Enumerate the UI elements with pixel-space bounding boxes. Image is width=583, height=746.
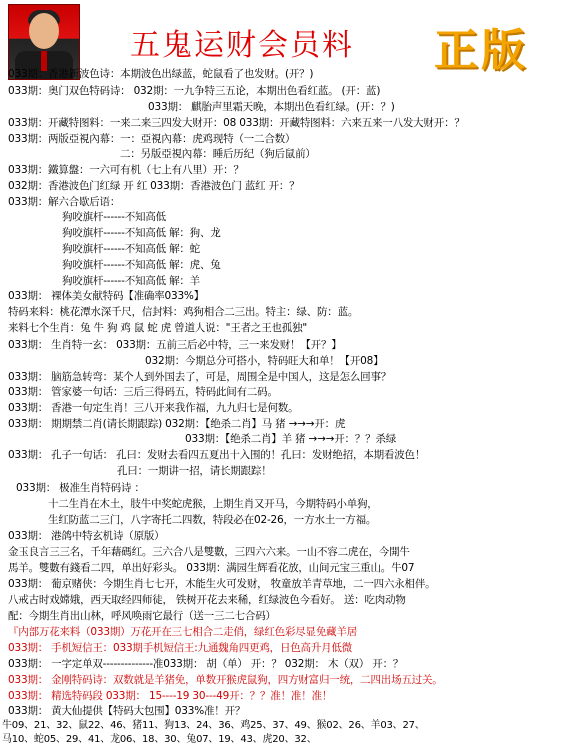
text-line: 二：另版亞視內幕：睡后历纪（狗后鼠前） — [120, 148, 316, 160]
text-line: 033期： 葡京赌侠：今期生肖七七开，木能生火可发财， 牧童放羊青草地，二一四六永相伴。 — [8, 578, 436, 590]
text-line: 033期： 管家婆一句话：三后三得码五，特码此间有二码。 — [8, 386, 278, 398]
photo-face — [29, 13, 59, 49]
text-line: 033期： 极准生肖特码诗 ： — [16, 482, 145, 494]
text-line: 生红防蓝二三门，八字寄托二四数，特段必在02-26，一方水土一方福。 — [48, 514, 377, 526]
text-line: 032期：今期总分可搭小，特码旺大和单！【开08】 — [145, 355, 384, 367]
text-line: 八戒古时戏嫦娥，西天取经四师徒， 铁树开花去来稀，红绿波色今看好。 送：吃肉动物 — [8, 594, 406, 606]
text-line: 033期： 期期禁二肖(请长期跟踪) 032期：【绝杀二肖】马 猪 →→→开：虎 — [8, 418, 346, 430]
text-line: 033期： 孔子一句话： 孔曰：发财去看四五夏出十入围的！孔曰：发财绝招，本期看波色！ — [8, 449, 426, 461]
text-line: 033期： 港鸽中特玄机诗（原版） — [8, 530, 165, 542]
text-line: 孔曰：一期讲一招，请长期跟踪！ — [117, 465, 272, 477]
text-line: 033期： 手机短信王：033期手机短信王:九通魏角四更鸡，日色高升月低微 — [8, 642, 353, 654]
text-line: 033期：香港新波色诗：本期波色出绿蓝，蛇鼠看了也发财。(开？) — [8, 68, 314, 80]
authentic-stamp: 正版 — [434, 25, 528, 76]
text-line: 033期：鐵算盤：一六可有机（七上有八里）开：？ — [8, 164, 244, 176]
text-line: 狗咬旗杆------不知高低 — [62, 211, 166, 223]
text-line: 十二生肖在木土，肢牛中奖蛇虎猴，上期生肖又开马，今期特码小单狗， — [48, 498, 378, 510]
text-line: 033期：【绝杀二肖】羊 猪 →→→开：？？杀绿 — [185, 433, 397, 445]
text-line: 033期： 脑筋急转弯：某个人到外国去了，可是，周围全是中国人，这是怎么回事？ — [8, 371, 392, 383]
text-line: 033期：开藏特图料：一来二来三四发大财开：08 033期：开藏特图料：六来五来一八发大财开：？ — [8, 117, 465, 129]
text-line: 033期：两版亞視內幕：一：亞視內幕：虎鸡现特（一二合数） — [8, 133, 296, 145]
text-line: 032期：香港波色门红绿 开 红 033期：香港波色门 蓝红 开：？ — [8, 180, 300, 192]
text-line: 特码来料：桃花潭水深千尺，信封料：鸡狗相合二三出。特主：绿、防：蓝。 — [8, 306, 359, 318]
text-line: 金玉良言三三名，千年藉碼红。三六合八是雙數，三四六六来。一山不容二虎在，今開牛 — [8, 546, 410, 558]
text-line: 033期：解六合歇后语： — [8, 196, 121, 208]
text-line: 033期：奥门双色特码诗： 032期：一九争特三五论，本期出色看红蓝。 (开：蓝) — [8, 85, 381, 97]
text-line: 033期： 金刚特码诗：双数就是羊猪免，单数开猴虎鼠狗，四方财富归一统，二四出场五过关。 — [8, 674, 443, 686]
text-line: 033期： 香港一句定生肖！三八开来我作福，九九归七是何数。 — [8, 402, 299, 414]
text-line: 馬羊。雙數有錢看二四，单出好彩头。 033期：满园生辉看花放，山间元宝三重山。牛07 — [8, 562, 415, 574]
text-line: 来料七个生肖：兔 牛 狗 鸡 鼠 蛇 虎 曾道人说："王者之王也孤独" — [8, 322, 308, 334]
text-line: 狗咬旗杆------不知高低 解：狗、龙 — [62, 227, 221, 239]
text-line: 马10、蛇05、29、41、龙06、18、30、兔07、19、43、虎20、32、 — [2, 734, 317, 745]
text-line: 狗咬旗杆------不知高低 解：蛇 — [62, 243, 200, 255]
text-line: 狗咬旗杆------不知高低 解：羊 — [62, 275, 200, 287]
text-line: 033期： 生肖特一玄： 033期：五前三后必中特，三一来发财！【开？】 — [8, 339, 342, 351]
text-line: 033期： 裸体美女献特码【准确率033%】 — [8, 290, 204, 302]
text-line: 牛09、21、32、鼠22、46、猪11、狗13、24、36、鸡25、37、49、猴02、26、羊03、27、 — [2, 720, 425, 731]
text-line: 狗咬旗杆------不知高低 解：虎、兔 — [62, 259, 221, 271]
text-line: 配：今期生肖出山林，呼风唤雨它最行（送一三二七合码） — [8, 610, 276, 622]
text-line: 033期： 麒胎声里霜天晚，本期出色看红绿。(开：？) — [148, 101, 395, 113]
text-line: 033期： 一字定单双--------------准033期： 胡（单） 开：？ 032期： 木（双） 开：？ — [8, 658, 404, 670]
text-line: 033期： 黄大仙提供【特码大包围】033%准！开？ — [8, 705, 246, 717]
page-title: 五鬼运财会员料 — [130, 28, 354, 63]
text-line: 『内部万花来料（033期）万花开在三七相合二走俏，绿红色彩尽显免藏羊居 — [8, 626, 358, 638]
text-line: 033期： 精选特码段 033期： 15----19 30---49开：？？准！准！准！ — [8, 690, 333, 702]
